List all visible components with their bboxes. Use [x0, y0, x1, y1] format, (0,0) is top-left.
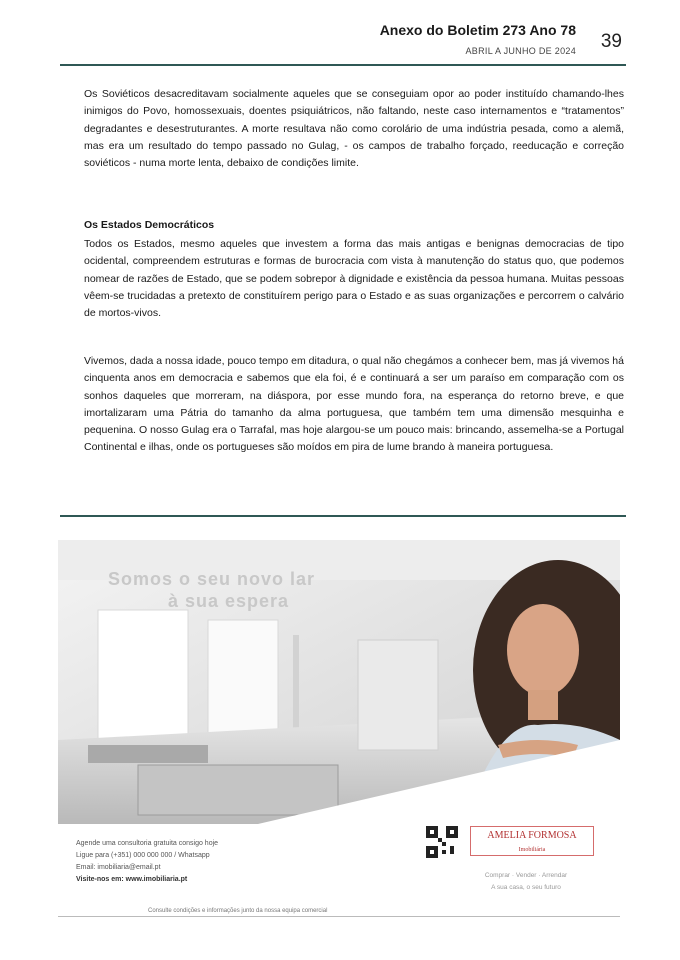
paragraph-soviets: Os Soviéticos desacreditavam socialmente aqueles que se conseguiam opor ao poder instituído chamando-lhes inimigos do Povo, homossexuais, doentes psiquiátricos, não faltando, neste caso internamentos e “tratamentos” degradantes e desestruturantes. A morte resultava não como corolário de uma indústria pesada, como a alemã, mas era um resultado do tempo passado no Gulag, - os campos de trabalho forçado, reeducação e correção soviéticos - numa morte lenta, debaixo de condições limite. — [84, 88, 624, 170]
ad-tagline-line-2: A sua casa, o seu futuro — [491, 884, 561, 891]
ad-info-line-2: Ligue para (+351) 000 000 000 / Whatsapp — [76, 852, 210, 859]
ad-brand-name: AMELIA FORMOSA — [487, 830, 577, 841]
ad-slogan — [108, 568, 315, 612]
ad-bottom-rule — [58, 916, 620, 917]
ad-slogan-line-1: Somos o seu novo lar — [108, 569, 316, 589]
paragraph-democracy: Vivemos, dada a nossa idade, pouco tempo em ditadura, o qual não chegámos a conhecer bem, mas já vivemos há cinquenta anos em democracia e sabemos que ela foi, é e continuará a ser um paraíso em comparação com os sonhos daqueles que morreram, na diáspora, por esse mundo fora, na esperança do retorno breve, e que imortalizaram uma Pátria do tamanho da alma portuguesa, que também tem uma dimensão mesquinha e pequenina. O nosso Gulag era o Tarrafal, mas hoje alargou-se um pouco mais: brincando, assemelha-se a Portugal Continental e ilhas, onde os portugueses são moídos em pira de lume brando à maneira portuguesa. — [84, 355, 624, 454]
ad-contact-info — [76, 838, 218, 886]
section-rule — [60, 515, 626, 517]
ad-brand-sub: Imobiliária — [518, 847, 546, 853]
section-heading: Os Estados Democráticos — [84, 219, 215, 231]
ad-info-line-3: Email: imobiliaria@email.pt — [76, 864, 161, 871]
page-header — [60, 14, 626, 66]
ad-tagline — [446, 870, 606, 894]
qr-code-icon — [426, 826, 458, 858]
bulletin-title: Anexo do Boletim 273 Ano 78 — [379, 22, 576, 38]
bulletin-date: ABRIL A JUNHO DE 2024 — [465, 46, 576, 56]
ad-info-line-4: Visite-nos em: www.imobiliaria.pt — [76, 876, 188, 883]
ad-slogan-line-2: à sua espera — [168, 591, 290, 611]
ad-footer: Consulte condições e informações junto da nossa equipa comercial — [148, 908, 328, 914]
real-estate-advertisement — [58, 540, 620, 920]
ad-brand-logo — [470, 826, 594, 856]
paragraph-states: Todos os Estados, mesmo aqueles que investem a forma das mais antigas e benignas democracias de tipo ocidental, compreendem estruturas e formas de burocracia com vista à manutenção do status quo, que podemos nomear de razões de Estado, que se podem sobrepor à dignidade e existência da pessoa humana. Muitas pessoas vêem-se trucidadas a pretexto de constituírem perigo para o Estado e as suas organizações e percorrem o calvário de mortos-vivos. — [84, 238, 624, 320]
page-number: 39 — [600, 31, 622, 52]
ad-info-line-1: Agende uma consultoria gratuita consigo hoje — [76, 840, 219, 847]
header-rule — [60, 64, 626, 66]
ad-tagline-line-1: Comprar · Vender · Arrendar — [484, 872, 568, 879]
